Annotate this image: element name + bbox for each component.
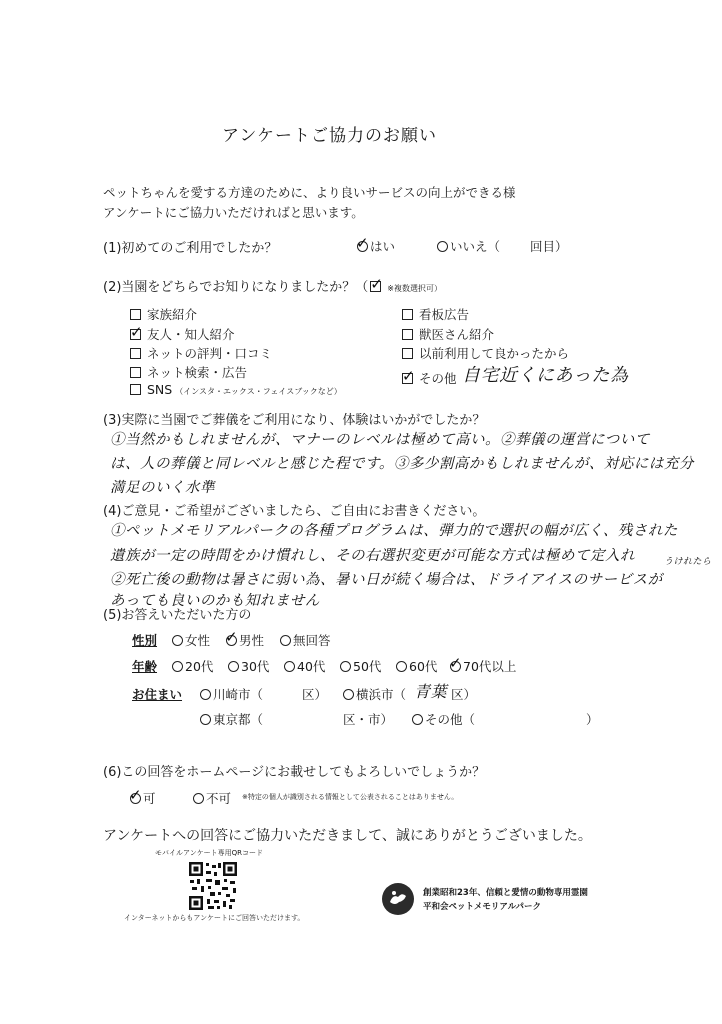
- address-kawasaki-ku: 区）: [302, 687, 328, 702]
- q3-question: (3)実際に当園でご葬儀をご利用になり、体験はいかがでしたか？: [103, 413, 486, 428]
- q2-option-previous[interactable]: 以前利用して良かったから: [402, 344, 569, 362]
- page-title: アンケートご協力のお願い: [222, 126, 437, 146]
- address-yokohama-handwritten: 青葉: [414, 682, 448, 701]
- q6-note: ※特定の個人が識別される情報として公表されることはありません。: [242, 793, 459, 801]
- q1-times-label: 回目）: [530, 239, 568, 254]
- age-label: 年齢: [132, 659, 158, 674]
- radio-icon: [228, 661, 239, 672]
- internet-note: インターネットからもアンケートにご回答いただけます。: [124, 914, 305, 922]
- gender-label: 性別: [132, 633, 158, 648]
- age-option-70s-plus[interactable]: ✓ 70代以上: [450, 657, 516, 675]
- radio-icon: [340, 661, 351, 672]
- address-option-kawasaki[interactable]: 川崎市（: [200, 685, 263, 703]
- q2-option-friend[interactable]: ✓友人・知人紹介: [130, 325, 235, 343]
- q3-answer-line-3: 満足のいく水準: [110, 480, 215, 496]
- qr-caption: モバイルアンケート専用QRコード: [155, 849, 263, 857]
- thanks-message: アンケートへの回答にご協力いただきまして、誠にありがとうございました。: [103, 828, 592, 844]
- address-other-close: ）: [586, 712, 599, 727]
- age-option-60s[interactable]: 60代: [396, 657, 437, 675]
- qr-code-icon[interactable]: [188, 861, 238, 911]
- q4-answer-line-2: 遺族が一定の時間をかけ慣れし、その右選択変更が可能な方式は極めて定入れ: [110, 548, 635, 564]
- q2-option-vet[interactable]: 獣医さん紹介: [402, 325, 494, 343]
- memorial-park-logo-icon: [381, 882, 415, 916]
- address-label: お住まい: [132, 687, 183, 702]
- q2-option-signboard[interactable]: 看板広告: [402, 305, 469, 323]
- checkbox-icon: [130, 309, 141, 320]
- checkbox-icon: [130, 384, 141, 395]
- radio-icon: [172, 661, 183, 672]
- gender-option-none[interactable]: 無回答: [280, 631, 331, 649]
- q2-question: (2)当園をどちらでお知りになりましたか？（✓ ※複数選択可）: [103, 276, 442, 295]
- gender-option-male[interactable]: ✓ 男性: [226, 631, 264, 649]
- age-option-40s[interactable]: 40代: [284, 657, 325, 675]
- age-option-50s[interactable]: 50代: [340, 657, 381, 675]
- q4-question: (4)ご意見・ご希望がございましたら、ご自由にお書きください。: [103, 504, 486, 519]
- checkbox-checked-icon: [130, 329, 141, 340]
- org-name: 平和会ペットメモリアルパーク: [423, 902, 541, 912]
- radio-checked-icon: [357, 241, 368, 252]
- address-option-tokyo[interactable]: 東京都（: [200, 710, 263, 728]
- q2-option-other[interactable]: ✓その他: [402, 369, 457, 387]
- age-option-30s[interactable]: 30代: [228, 657, 269, 675]
- gender-option-female[interactable]: 女性: [172, 631, 210, 649]
- radio-checked-icon: [450, 661, 461, 672]
- q6-question: (6)この回答をホームページにお載せしてもよろしいでしょうか？: [103, 765, 486, 780]
- checkbox-checked-icon: [402, 373, 413, 384]
- q6-option-no[interactable]: 不可: [193, 789, 231, 807]
- checkbox-icon: [130, 348, 141, 359]
- age-option-20s[interactable]: 20代: [172, 657, 213, 675]
- q5-question: (5)お答えいただいた方の: [103, 608, 252, 623]
- radio-icon: [412, 714, 423, 725]
- org-tagline: 創業昭和23年、信頼と愛情の動物専用霊園: [423, 888, 588, 898]
- address-yokohama-ku: 区）: [451, 687, 477, 702]
- radio-icon: [172, 635, 183, 646]
- q2-option-net-search[interactable]: ネット検索・広告: [130, 363, 247, 381]
- radio-checked-icon: [130, 793, 141, 804]
- q2-option-family[interactable]: 家族紹介: [130, 305, 197, 323]
- radio-icon: [284, 661, 295, 672]
- address-tokyo-ku-shi: 区・市）: [343, 712, 394, 727]
- intro-line-1: ペットちゃんを愛する方達のために、より良いサービスの向上ができる様: [103, 185, 516, 200]
- q1-option-yes[interactable]: ✓ はい: [357, 237, 395, 255]
- q3-answer-line-1: ①当然かもしれませんが、マナーのレベルは極めて高い。②葬儀の運営について: [110, 432, 650, 448]
- q4-answer-line-4: あっても良いのかも知れません: [110, 593, 320, 609]
- q3-answer-line-2: は、人の葬儀と同レベルと感じた程です。③多少割高かもしれませんが、対応には充分: [110, 456, 694, 472]
- q2-option-sns[interactable]: SNS （インスタ・エックス・フェイスブックなど）: [130, 382, 342, 397]
- checkbox-checked-icon: [370, 281, 381, 292]
- radio-icon: [280, 635, 291, 646]
- q4-answer-line-3: ②死亡後の動物は暑さに弱い為、暑い日が続く場合は、ドライアイスのサービスが: [110, 572, 663, 588]
- q2-option-net-review[interactable]: ネットの評判・口コミ: [130, 344, 272, 362]
- radio-checked-icon: [226, 635, 237, 646]
- radio-icon: [437, 241, 448, 252]
- checkbox-icon: [402, 348, 413, 359]
- checkbox-icon: [402, 329, 413, 340]
- q2-other-handwritten: 自宅近くにあった為: [462, 365, 629, 386]
- q1-option-no[interactable]: いいえ（: [437, 237, 500, 255]
- radio-icon: [193, 793, 204, 804]
- q6-option-yes[interactable]: ✓可: [130, 789, 156, 807]
- radio-icon: [200, 689, 211, 700]
- radio-icon: [343, 689, 354, 700]
- q4-answer-line-1: ①ペットメモリアルパークの各種プログラムは、弾力的で選択の幅が広く、残された: [110, 523, 678, 539]
- q2-multi-note: ※複数選択可）: [387, 284, 442, 293]
- radio-icon: [396, 661, 407, 672]
- radio-icon: [200, 714, 211, 725]
- checkbox-icon: [130, 367, 141, 378]
- intro-line-2: アンケートにご協力いただければと思います。: [103, 205, 364, 220]
- address-option-other[interactable]: その他（: [412, 710, 475, 728]
- address-option-yokohama[interactable]: 横浜市（: [343, 685, 406, 703]
- q4-answer-note: うけれたら: [664, 557, 712, 567]
- checkbox-icon: [402, 309, 413, 320]
- q1-question: (1)初めてのご利用でしたか？: [103, 241, 278, 256]
